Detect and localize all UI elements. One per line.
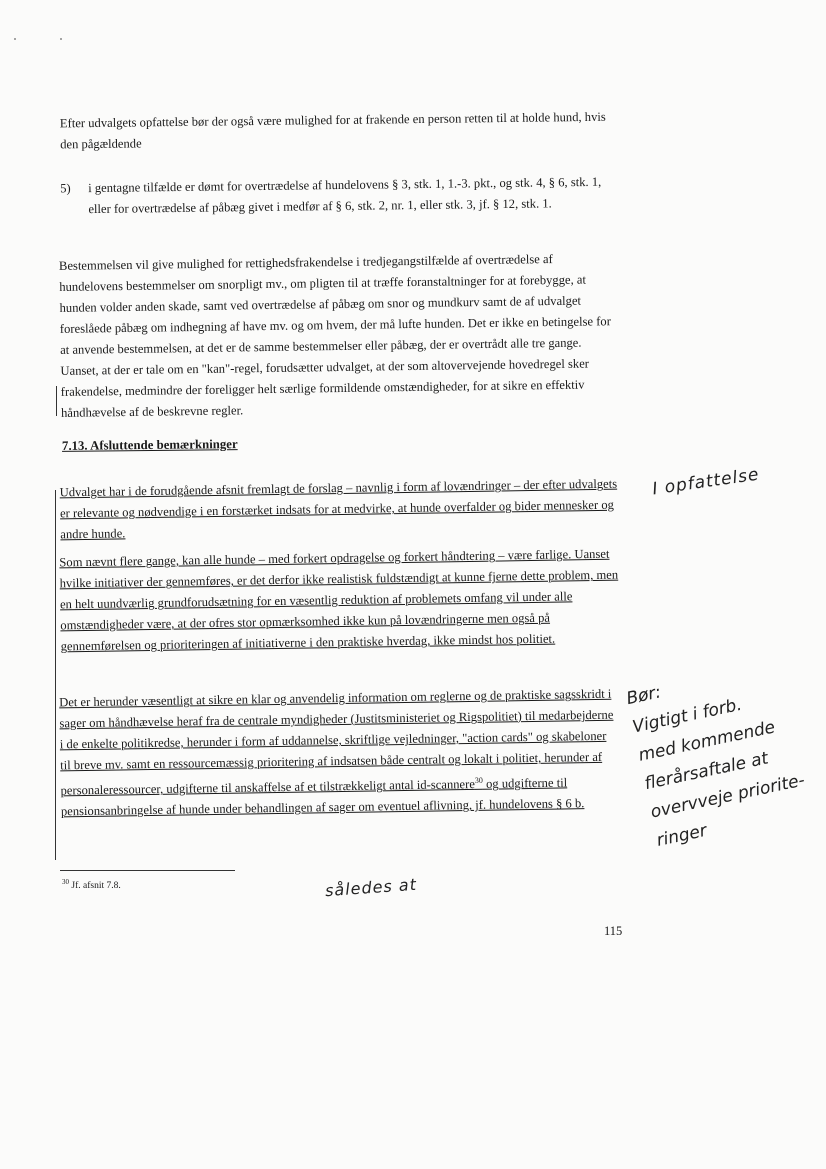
- list-item-5: [60, 172, 620, 217]
- paragraph-conclusion-2: Som nævnt flere gange, kan alle hunde – med forkert opdragelse og forkert håndtering – være farlige. Uanset hvilke initiativer der gennemføres, er det derfor ikke realistisk fuldstændigt at kunne fjerne dette problem, men en helt uundværlig grundforudsætning for en væsentlig reduktion af problemets omfang vil under alle omstændigheder være, at der ofres stor opmærksomhed ikke kun på lovændringerne men også på gennemførelsen og prioriteringen af initiativerne i den praktiske hverdag, ikke mindst hos politiet.: [59, 546, 619, 654]
- scan-artifact: [14, 38, 16, 40]
- footnote-marker: 30: [62, 878, 69, 886]
- margin-mark: [56, 386, 57, 416]
- section-heading: 7.13. Afsluttende bemærkninger: [61, 437, 238, 453]
- paragraph-provision: Bestemmelsen vil give mulighed for rettighedsfrakendelse i tredjegangstilfælde af overtrædelse af hundelovens bestemmelser om snorpligt mv., om pligten til at træffe foranstaltninger for at forebygge, at hunden volder anden skade, samt ved overtrædelse af påbæg om snor og mundkurv samt de af udvalget foreslåede påbæg om indhegning af have mv. og om hvem, der må lufte hunden. Det er ikke en betingelse for at anvende bestemmelsen, at det er de samme bestemmelser eller påbæg, der er overtrådt alle tre gange. Uanset, at der er tale om en "kan"-regel, forudsætter udvalget, at der som altovervejende hovedregel sker frakendelse, medmindre der foreligger helt særlige formildende omstændigheder, for at sikre en effektiv håndhævelse af de beskrevne regler.: [58, 252, 611, 420]
- paragraph-conclusion-3-end: og udgifterne til pensionsanbringelse af hunde under behandlingen af sager om eventuel aflivning, jf. hundelovens § 6 b.: [60, 775, 585, 819]
- paragraph-intro: Efter udvalgets opfattelse bør der også være mulighed for at frakende en person retten til at holde hund, hvis den pågældende: [59, 109, 606, 152]
- paragraph-conclusion-1: Udvalget har i de forudgående afsnit fremlagt de forslag – navnlig i form af lovændringer – der efter udvalgets er relevante og nødvendige i en forstærket indsats for at medvirke, at hunde overfalder og bider mennesker og andre hunde.: [59, 476, 618, 542]
- paragraph-conclusion-3-text: Det er herunder væsentligt at sikre en klar og anvendelig information om reglerne og de praktiske sagsskridt i sager om håndhævelse heraf fra de centrale myndigheder (Justitsministeriet og Rigspolitiet) til medarbejderne i de enkelte politikredse, herunder i form af uddannelse, skriftlige vejledninger, "action cards" og skabeloner til breve mv. samt en ressourcemæssig prioritering af indsatsen både centralt og lokalt i politiet, herunder af personaleressourcer, udgifterne til anskaffelse af et tilstrækkeligt antal id-scannere: [59, 686, 614, 798]
- footnote-text: Jf. afsnit 7.8.: [69, 881, 121, 892]
- handwritten-note-margin: Bør: Vigtigt i forb. med kommende flerårsaftale at overvveje priorite- ringer: [624, 682, 807, 851]
- list-item-number: 5): [60, 181, 71, 196]
- footnote-divider: [60, 870, 235, 871]
- footnote-reference: 30: [474, 775, 483, 785]
- handwritten-note-opfattelse: I opfattelse: [651, 464, 761, 500]
- page-number: 115: [604, 924, 623, 938]
- handwritten-note-saaledes: således at: [324, 874, 418, 901]
- footnote: [62, 878, 121, 891]
- margin-mark: [55, 490, 56, 860]
- scan-artifact: [60, 38, 62, 40]
- paragraph-conclusion-3: [59, 684, 621, 823]
- list-item-text: i gentagne tilfælde er dømt for overtrædelse af hundelovens § 3, stk. 1, 1.-3. pkt., og stk. 4, § 6, stk. 1, eller for overtrædelse af påbæg givet i medfør af § 6, stk. 2, nr. 1, eller stk. 3, jf. § 12, stk. 1.: [88, 174, 602, 217]
